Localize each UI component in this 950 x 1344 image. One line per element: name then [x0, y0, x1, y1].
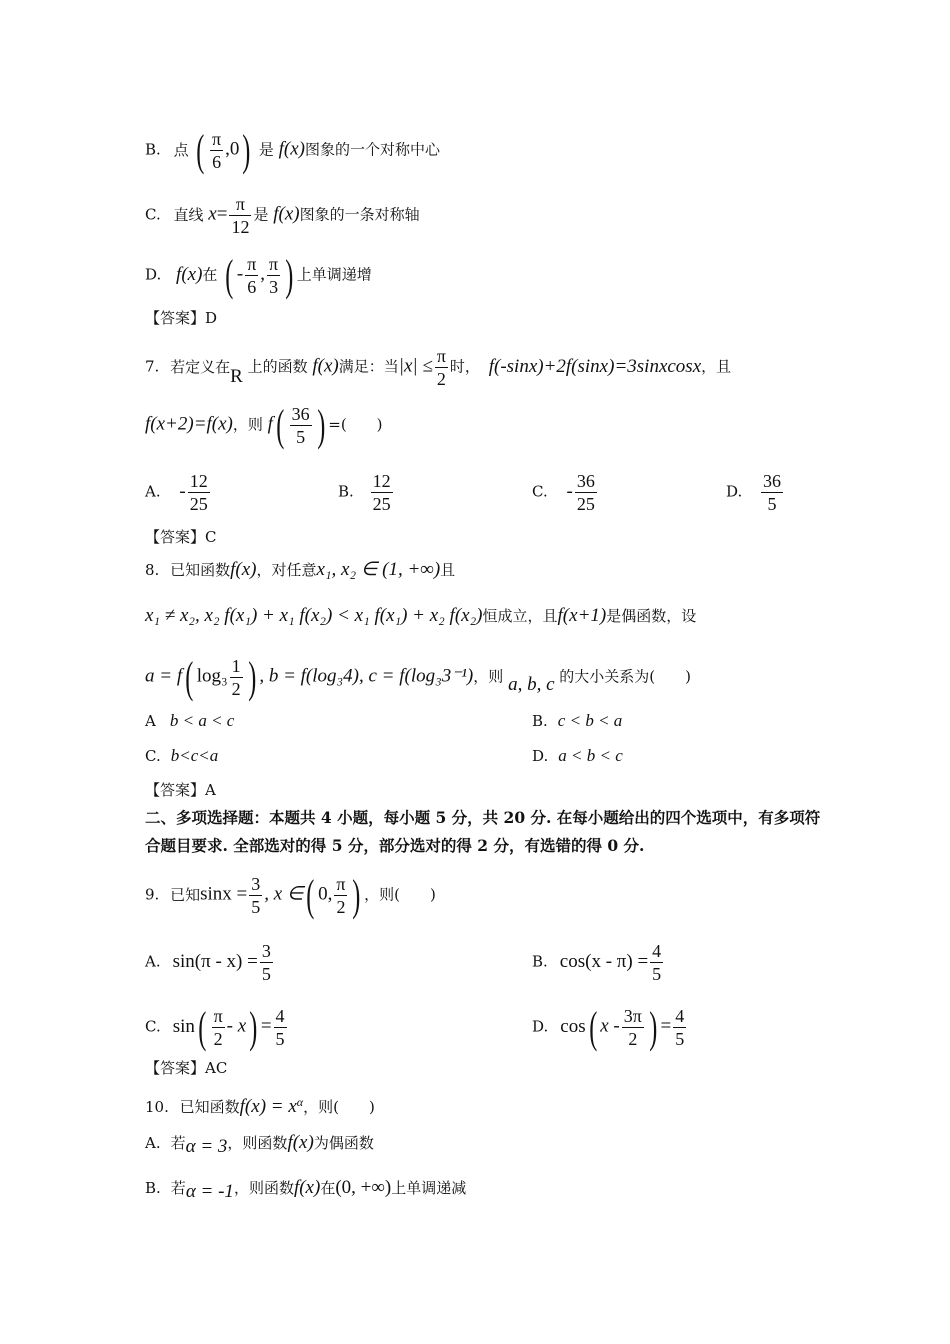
fraction: $\frac{\pi}{2}$: [436, 346, 446, 389]
q6-option-d: D. f(x)在 ( - $\frac{\pi}{6}$ , $\frac{\pi}{3}$ ) 上单调递增: [145, 250, 372, 300]
q7-option-c: C. - $\frac{36}{25}$: [532, 471, 595, 514]
q9-stem: 9. 已知sinx = $\frac{3}{5}$ , x ∈( 0, $\frac{\pi}{2}$ ) ，则( ): [145, 870, 436, 920]
q8-option-d: D. a < b < c: [532, 746, 623, 765]
fraction: $\frac{36}{25}$: [576, 471, 595, 514]
fraction: $\frac{\pi}{12}$: [231, 194, 250, 237]
q7-option-b: B. $\frac{12}{25}$: [338, 471, 391, 514]
fraction: $\frac{1}{2}$: [231, 656, 241, 699]
fraction: $\frac{3\pi}{2}$: [623, 1006, 642, 1049]
fraction: $\frac{3}{5}$: [251, 874, 261, 917]
fraction: $\frac{\pi}{2}$: [213, 1006, 223, 1049]
q7-stem-line2: f(x+2)=f(x)，则 f( $\frac{36}{5}$ ) =( ): [145, 400, 383, 450]
q10-option-b: B. 若α = -1，则函数f(x)在(0, +∞)上单调递减: [145, 1177, 467, 1202]
q7-option-a: A. - $\frac{12}{25}$: [145, 471, 208, 514]
q10-stem: 10. 已知函数$f(x) = x^\alpha$，则( ): [145, 1095, 375, 1117]
fraction: $\frac{36}{5}$: [291, 404, 310, 447]
q7-stem-line1: 7. 若定义在R 上的函数 f(x)满足：当|x| ≤ $\frac{\pi}{2}$ 时， f(-sinx)+2f(sinx)=3sinxcosx，且: [145, 346, 732, 389]
fraction: $\frac{4}{5}$: [675, 1006, 685, 1049]
fraction: $\frac{\pi}{3}$: [269, 254, 279, 297]
fraction: $\frac{12}{25}$: [189, 471, 208, 514]
q8-answer: 【答案】A: [145, 781, 216, 799]
q8-option-b: B. c < b < a: [532, 711, 623, 730]
fraction: $\frac{3}{5}$: [261, 941, 271, 984]
fraction: $\frac{4}{5}$: [275, 1006, 285, 1049]
q7-option-d: D. $\frac{36}{5}$: [726, 471, 782, 514]
q10-option-a: A. 若α = 3，则函数f(x)为偶函数: [145, 1132, 374, 1157]
q9-option-c: C. sin( $\frac{\pi}{2}$ - x) = $\frac{4}{5}$: [145, 1002, 285, 1052]
fraction: $\frac{\pi}{6}$: [247, 254, 257, 297]
q6-answer: 【答案】D: [145, 309, 218, 327]
q6-option-c: C. 直线 x= $\frac{\pi}{12}$ 是 f(x)图象的一条对称轴: [145, 194, 420, 237]
q8-stem-line2: x₁ ≠ x₂, x₂ f(x₁) + x₁ f(x₂) < x₁ f(x₁) + x₂ f(x₂)恒成立，且f(x+1)是偶函数，设: [145, 605, 697, 626]
fraction: $\frac{12}{25}$: [372, 471, 391, 514]
q9-answer: 【答案】AC: [145, 1059, 228, 1077]
section2-heading-line2: 合题目要求. 全部选对的得 5 分，部分选对的得 2 分，有选错的得 0 分.: [145, 836, 645, 855]
fraction: $\frac{\pi}{6}$: [212, 129, 222, 172]
q8-option-a: A b < a < c: [145, 711, 235, 730]
q8-option-c: C. b<c<a: [145, 746, 219, 765]
q8-stem-line1: 8. 已知函数f(x)，对任意x₁, x₂ ∈ (1, +∞)且: [145, 559, 456, 580]
q9-option-b: B. cos(x - π) = $\frac{4}{5}$: [532, 941, 662, 984]
fraction: $\frac{36}{5}$: [763, 471, 782, 514]
fraction: $\frac{4}{5}$: [652, 941, 662, 984]
q6-option-b: B. 点 ( $\frac{\pi}{6}$ ,0) 是 f(x)图象的一个对称中心: [145, 125, 440, 175]
section2-heading-line1: 二、多项选择题：本题共 4 小题，每小题 5 分，共 20 分. 在每小题给出的四个选项中，有多项符: [145, 808, 821, 827]
fraction: $\frac{\pi}{2}$: [336, 874, 346, 917]
q7-answer: 【答案】C: [145, 528, 217, 546]
q9-option-d: D. cos( x - $\frac{3\pi}{2}$ ) = $\frac{4}{5}$: [532, 1002, 685, 1052]
q8-stem-line3: a = f( log₃ $\frac{1}{2}$ ) , b = f(log₃4), c = f(log₃3⁻¹)，则 a, b, c 的大小关系为( ): [145, 652, 691, 702]
q9-option-a: A. sin(π - x) = $\frac{3}{5}$: [145, 941, 271, 984]
